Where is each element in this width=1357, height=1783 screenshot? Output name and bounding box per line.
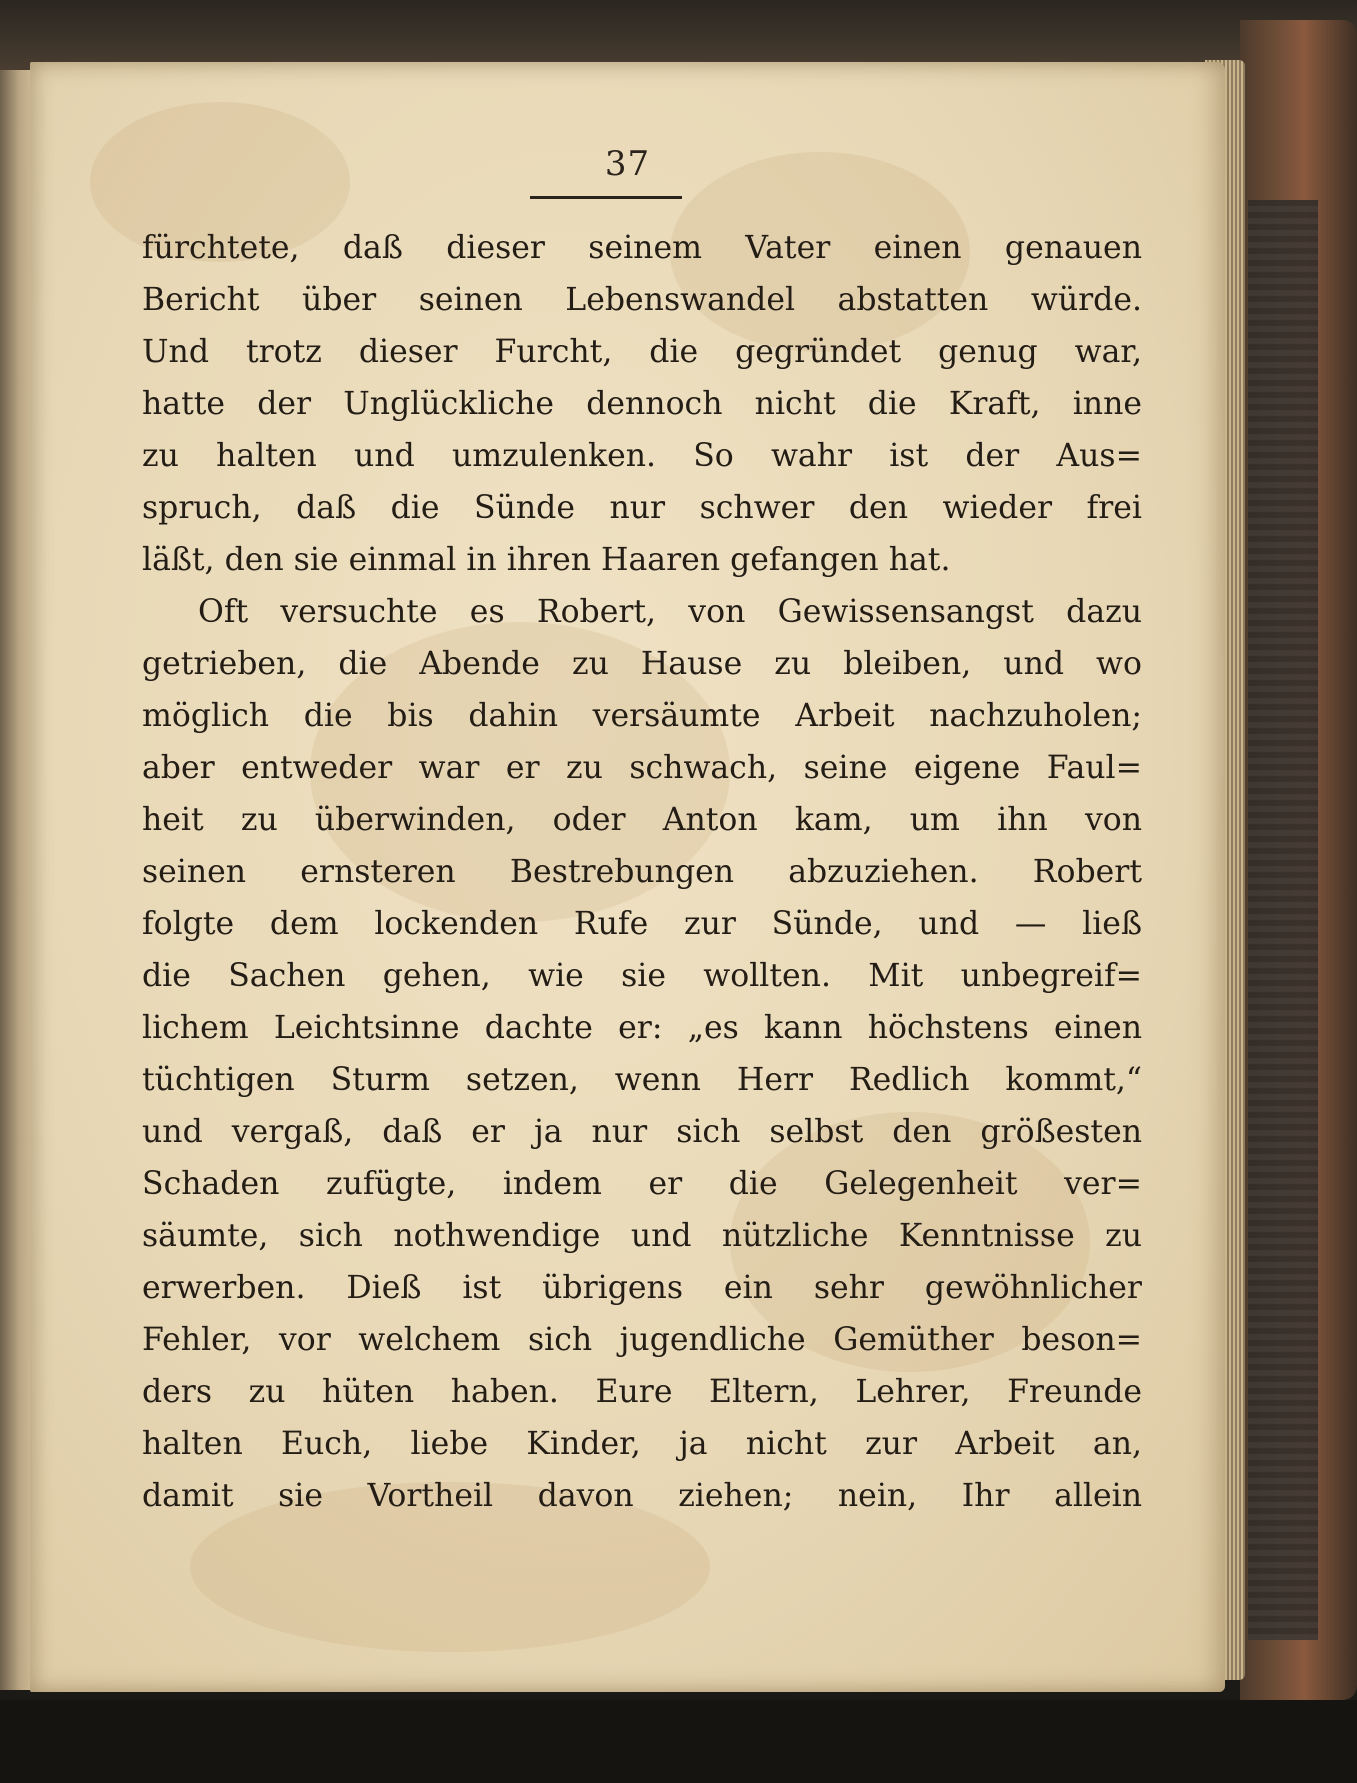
page-number: 37 [604, 144, 651, 184]
text-line: hatte der Unglückliche dennoch nicht die Kraft, inne [142, 386, 1142, 422]
text-line: Schaden zufügte, indem er die Gelegenheit ver= [142, 1166, 1142, 1202]
text-line: seinen ernsteren Bestrebungen abzuziehen. Robert [142, 854, 1142, 890]
text-line: die Sachen gehen, wie sie wollten. Mit unbegreif= [142, 958, 1142, 994]
text-line: läßt, den sie einmal in ihren Haaren gefangen hat. [142, 542, 951, 578]
text-line: ders zu hüten haben. Eure Eltern, Lehrer, Freunde [142, 1374, 1142, 1410]
text-line: damit sie Vortheil davon ziehen; nein, Ihr allein [142, 1478, 1142, 1514]
text-line: halten Euch, liebe Kinder, ja nicht zur Arbeit an, [142, 1426, 1142, 1462]
text-line: säumte, sich nothwendige und nützliche Kenntnisse zu [142, 1218, 1142, 1254]
facing-page-edge [0, 70, 32, 1690]
book-spine-cloth [1248, 200, 1318, 1640]
book-cover-top [0, 0, 1357, 70]
book-page [30, 62, 1225, 1692]
body-text [142, 222, 1142, 1522]
text-line: Oft versuchte es Robert, von Gewissensangst dazu [198, 594, 1142, 630]
text-line: Fehler, vor welchem sich jugendliche Gemüther beson= [142, 1322, 1142, 1358]
text-line: getrieben, die Abende zu Hause zu bleiben, und wo [142, 646, 1142, 682]
text-line: erwerben. Dieß ist übrigens ein sehr gewöhnlicher [142, 1270, 1142, 1306]
text-line: tüchtigen Sturm setzen, wenn Herr Redlich kommt,“ [142, 1062, 1142, 1098]
text-line: und vergaß, daß er ja nur sich selbst den größesten [142, 1114, 1142, 1150]
text-line: Und trotz dieser Furcht, die gegründet genug war, [142, 334, 1142, 370]
text-line: fürchtete, daß dieser seinem Vater einen genauen [142, 230, 1142, 266]
text-line: aber entweder war er zu schwach, seine eigene Faul= [142, 750, 1142, 786]
text-line: heit zu überwinden, oder Anton kam, um ihn von [142, 802, 1142, 838]
text-line: lichem Leichtsinne dachte er: „es kann höchstens einen [142, 1010, 1142, 1046]
text-line: zu halten und umzulenken. So wahr ist der Aus= [142, 438, 1142, 474]
text-line: folgte dem lockenden Rufe zur Sünde, und — ließ [142, 906, 1142, 942]
book-cover-bottom [0, 1700, 1357, 1783]
header-rule [530, 196, 682, 199]
text-line: spruch, daß die Sünde nur schwer den wieder frei [142, 490, 1142, 526]
text-line: möglich die bis dahin versäumte Arbeit nachzuholen; [142, 698, 1142, 734]
text-line: Bericht über seinen Lebenswandel abstatten würde. [142, 282, 1142, 318]
